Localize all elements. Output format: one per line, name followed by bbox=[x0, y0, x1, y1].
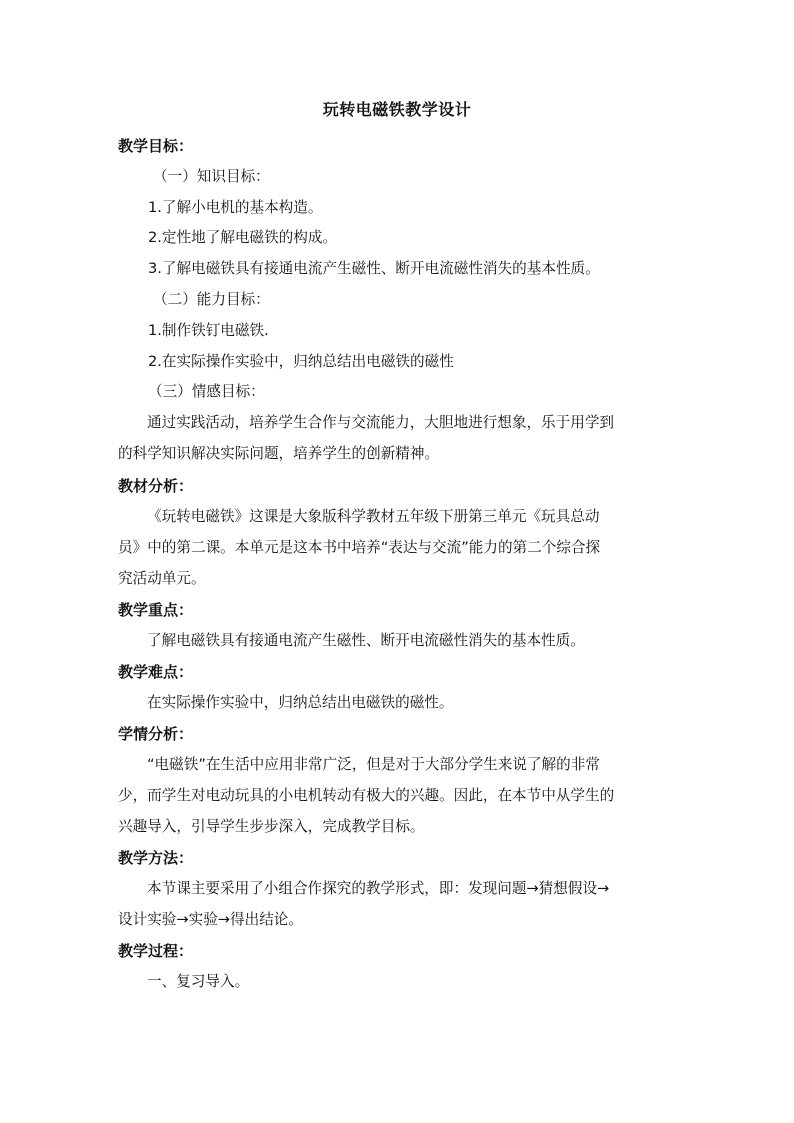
heading-key-points: 教学重点： bbox=[118, 601, 194, 619]
subheading-emotional-goals: （三）情感目标： bbox=[148, 383, 265, 400]
list-item: 3.了解电磁铁具有接通电流产生磁性、断开电流磁性消失的基本性质。 bbox=[148, 260, 600, 277]
subheading-knowledge-goals: （一）知识目标： bbox=[153, 168, 270, 185]
heading-student-analysis: 学情分析： bbox=[118, 725, 194, 743]
paragraph-line: 员》中的第二课。本单元是这本书中培养“表达与交流”能力的第二个综合探 bbox=[118, 539, 601, 556]
paragraph-line: 设计实验→实验→得出结论。 bbox=[118, 911, 303, 928]
paragraph-line: 通过实践活动，培养学生合作与交流能力，大胆地进行想象，乐于用学到 bbox=[147, 414, 615, 431]
list-item: 2.在实际操作实验中，归纳总结出电磁铁的磁性 bbox=[148, 353, 454, 370]
paragraph-line: 一、复习导入。 bbox=[147, 973, 250, 990]
list-item: 2.定性地了解电磁铁的构成。 bbox=[148, 229, 338, 246]
paragraph-line: 《玩转电磁铁》这课是大象版科学教材五年级下册第三单元《玩具总动 bbox=[147, 508, 600, 525]
paragraph-line: 少，而学生对电动玩具的小电机转动有极大的兴趣。因此，在本节中从学生的 bbox=[118, 787, 615, 804]
heading-textbook-analysis: 教材分析： bbox=[118, 477, 194, 495]
heading-difficulties: 教学难点： bbox=[118, 663, 194, 681]
paragraph-line: 在实际操作实验中，归纳总结出电磁铁的磁性。 bbox=[147, 694, 454, 711]
paragraph-line: 本节课主要采用了小组合作探究的教学形式，即：发现问题→猜想假设→ bbox=[147, 880, 610, 897]
paragraph-line: “电磁铁”在生活中应用非常广泛，但是对于大部分学生来说了解的非常 bbox=[147, 756, 600, 773]
subheading-ability-goals: （二）能力目标： bbox=[153, 291, 270, 308]
paragraph-line: 了解电磁铁具有接通电流产生磁性、断开电流磁性消失的基本性质。 bbox=[147, 632, 585, 649]
list-item: 1.制作铁钉电磁铁. bbox=[148, 322, 269, 339]
document-title: 玩转电磁铁教学设计 bbox=[322, 100, 472, 119]
paragraph-line: 究活动单元。 bbox=[118, 570, 206, 587]
heading-teaching-goals: 教学目标： bbox=[118, 137, 194, 155]
list-item: 1.了解小电机的基本构造。 bbox=[148, 199, 323, 216]
heading-teaching-process: 教学过程： bbox=[118, 942, 194, 960]
paragraph-line: 兴趣导入，引导学生步步深入，完成教学目标。 bbox=[118, 818, 425, 835]
heading-teaching-methods: 教学方法： bbox=[118, 849, 194, 867]
paragraph-line: 的科学知识解决实际问题，培养学生的创新精神。 bbox=[118, 445, 440, 462]
